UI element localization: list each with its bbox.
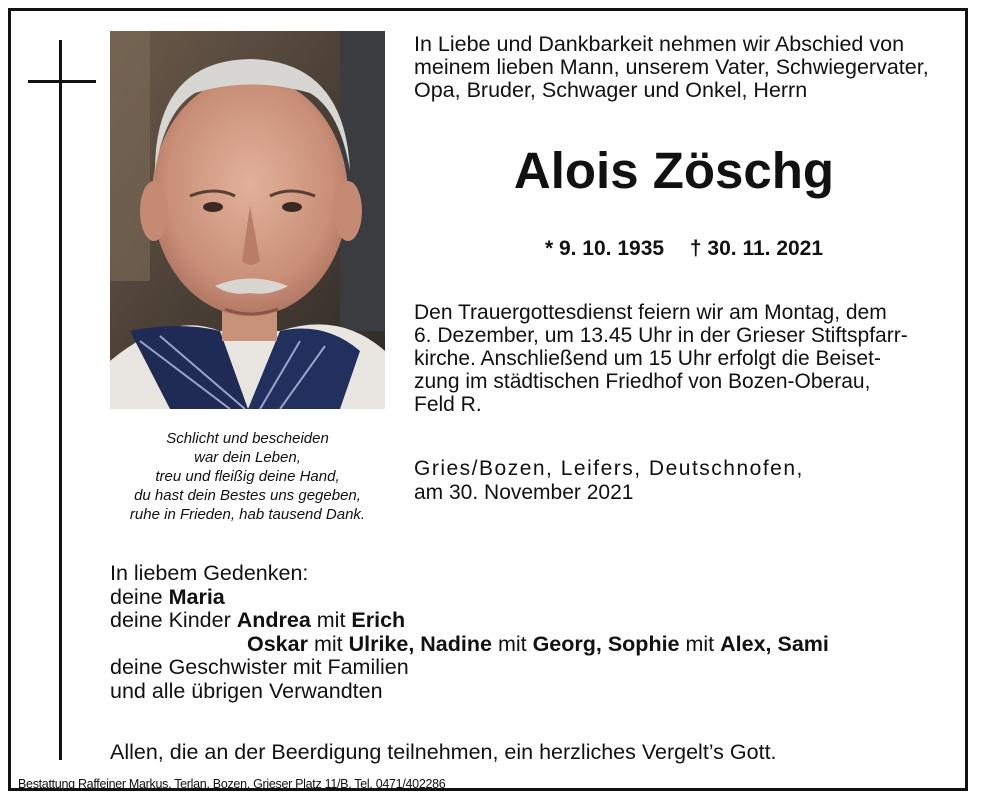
mourner-children-cont [110, 633, 930, 657]
poem-line: war dein Leben, [194, 449, 301, 466]
deceased-name: Alois Zöschg [513, 142, 835, 199]
service-line: 6. Dezember, um 13.45 Uhr in der Grieser Stiftspfarr- [414, 324, 908, 347]
cross-vertical [59, 40, 62, 760]
wife-name: Maria [168, 584, 225, 609]
funeral-service-text [414, 301, 954, 416]
service-line: kirche. Anschließend um 15 Uhr erfolgt die Beiset- [414, 347, 881, 370]
place-line: Gries/Bozen, Leifers, Deutschnofen, [414, 457, 804, 480]
intro-line: Opa, Bruder, Schwager und Onkel, Herrn [414, 78, 808, 102]
place-and-date [414, 457, 804, 505]
intro-line: In Liebe und Dankbarkeit nehmen wir Abschied von [414, 32, 905, 56]
intro-text [414, 33, 959, 102]
prefix-text: deine [110, 584, 169, 609]
mit-text: mit [310, 608, 352, 633]
service-line: zung im städtischen Friedhof von Bozen-Oberau, [414, 370, 871, 393]
spouse-name: Ulrike, Nadine [348, 631, 492, 656]
service-line: Den Trauergottesdienst feiern wir am Montag, dem [414, 301, 887, 324]
poem-line: du hast dein Bestes uns gegeben, [134, 487, 361, 504]
life-dates [414, 236, 954, 262]
cross-horizontal [28, 80, 96, 83]
mourners-heading: In liebem Gedenken: [110, 561, 309, 585]
funeral-home-footer: Bestattung Raffeiner Markus, Terlan, Bozen, Grieser Platz 11/B, Tel. 0471/402286 [18, 777, 446, 791]
date-line: am 30. November 2021 [414, 481, 634, 504]
mit-text: mit [307, 631, 349, 656]
thanks-text: Allen, die an der Beerdigung teilnehmen, ein herzliches Vergelt’s Gott. [110, 740, 777, 764]
portrait-photo [110, 31, 385, 409]
spouse-name: Georg, Sophie [532, 631, 680, 656]
mourners-list [110, 562, 930, 704]
service-line: Feld R. [414, 393, 482, 416]
poem-line: treu und fleißig deine Hand, [155, 468, 340, 485]
birth-date: * 9. 10. 1935 [544, 237, 665, 260]
mit-text: mit [679, 631, 721, 656]
child-name: Andrea [236, 608, 311, 633]
memorial-poem [105, 429, 390, 524]
poem-line: Schlicht und bescheiden [166, 430, 329, 447]
death-date: † 30. 11. 2021 [689, 237, 824, 260]
mourner-children [110, 609, 930, 633]
mourner-relatives: und alle übrigen Verwandten [110, 678, 383, 703]
intro-line: meinem lieben Mann, unserem Vater, Schwiegervater, [414, 55, 929, 79]
spouse-name: Erich [351, 608, 406, 633]
poem-line: ruhe in Frieden, hab tausend Dank. [129, 506, 366, 523]
mourner-wife [110, 586, 930, 610]
prefix-text: deine Kinder [110, 608, 237, 633]
spouse-name: Alex, Sami [720, 631, 829, 656]
mourner-siblings: deine Geschwister mit Familien [110, 655, 409, 680]
mit-text: mit [491, 631, 533, 656]
child-name: Oskar [247, 631, 308, 656]
